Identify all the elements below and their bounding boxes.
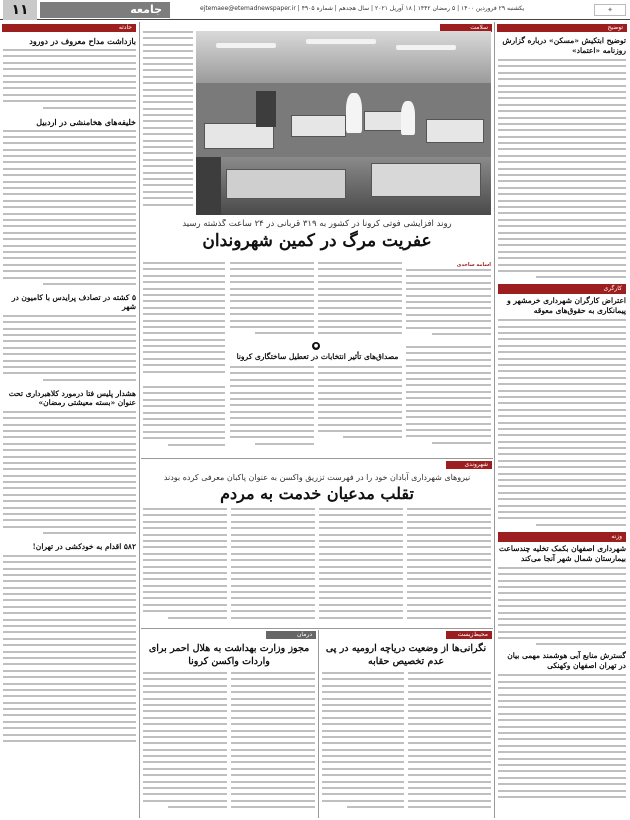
label-health: سلامت (440, 24, 492, 32)
label-environment: محیط‌زیست (446, 631, 492, 639)
lead-body-col-3 (230, 262, 314, 342)
right-headline-4: گسترش منابع آبی هوشمند مهمی بیان در تهران اصفهان وکهنکی (507, 651, 626, 671)
right-headline-3: شهرداری اصفهان بکمک تخلیه چندساعت بیمارستان شمال شهر آنجا می‌کند (499, 543, 626, 563)
lead-heading-block (143, 219, 491, 259)
middle-kicker: نیروهای شهرداری آبادان خود را در فهرست تزریق واکسن به عنوان پاکبان معرفی کرده بودند (163, 473, 471, 482)
hospital-ward-photo (196, 31, 491, 215)
label-civic: شهروندی (446, 461, 492, 469)
column-divider (318, 630, 319, 818)
right-column (498, 34, 626, 814)
right-body-3 (498, 567, 626, 646)
label-incident: حادثه (2, 24, 136, 32)
middle-body-col-4 (143, 508, 227, 626)
left-column (3, 34, 136, 814)
lead-body-left (143, 31, 193, 219)
section-divider (141, 458, 493, 459)
lead-body-col-3b (230, 366, 314, 454)
right-headline-1: توضیح ابتکیش «مسکن» درباره گزارش روزنامه «اعتماد» (502, 36, 626, 55)
label-urban: کارگری (498, 284, 626, 294)
column-divider (139, 22, 140, 818)
lead-body-col-1b (406, 346, 491, 454)
lead-body-col-1 (406, 262, 491, 342)
label-correction: وزنه (498, 532, 626, 542)
lead-headline: عفریت مرگ در کمین شهروندان (202, 231, 432, 251)
left-headline-2: خلیفه‌های هخامنشی در اردبیل (36, 116, 136, 127)
bottom-right-body-1 (408, 672, 491, 814)
lead-kicker: روند افزایشی فوتی کرونا در کشور به ۳۱۹ قربانی در ۲۴ ساعت گذشته رسید (182, 219, 452, 229)
left-headline-4: هشدار پلیس فتا درمورد کلاهبرداری تحت عنوان «بسته معیشتی رمضان» (8, 388, 136, 408)
middle-headline: تقلب مدعیان خدمت به مردم (220, 484, 414, 503)
section-title: جامعه (40, 2, 170, 18)
subhead-bullet-icon: ● (313, 343, 319, 349)
left-body-1 (3, 49, 136, 109)
middle-body-col-1 (407, 508, 491, 626)
section-divider (141, 628, 493, 629)
label-urban-right: توضیح (497, 24, 627, 32)
bottom-left-body-2 (143, 672, 227, 814)
issue-meta: ejtemaee@etemadnewspaper.ir | یکشنبه ۲۹ فروردین ۱۴۰۰ | ۵ رمضان ۱۴۴۲ | ۱۸ آوریل ۲۰۲۱ | سال هجدهم | شماره ۴۹۰۵ (200, 5, 525, 12)
left-headline-3: ۵ کشته در تصادف پرایدس با کامیون در شهر (11, 292, 136, 312)
middle-body-col-3 (231, 508, 315, 626)
left-body-3 (3, 315, 136, 381)
left-body-2 (3, 130, 136, 285)
lead-body-col-4 (143, 262, 225, 382)
left-headline-5: ۵۸۲ اقدام به خودکشی در تهران! (32, 542, 136, 552)
right-body-4 (498, 674, 626, 797)
left-body-5 (3, 555, 136, 742)
right-headline-2: اعتراض کارگران شهرداری خرمشهر و پیمانکاری به حقوق‌های معوقه (507, 296, 626, 316)
page-number: ۱۱ (3, 0, 37, 20)
lead-body-col-4b (143, 386, 225, 454)
bottom-right-headline: نگرانی‌ها از وضعیت دریاچه ارومیه در پی عدم تخصیص حقابه (325, 643, 487, 667)
label-medicine: درمان (266, 631, 316, 639)
newspaper-logo-icon: ✦ (594, 4, 626, 16)
left-body-4 (3, 411, 136, 534)
right-body-2 (498, 319, 626, 526)
bottom-left-body-1 (231, 672, 315, 814)
bottom-right-body-2 (322, 672, 404, 814)
lead-body-col-2b (318, 366, 402, 454)
lead-subhead: مصداق‌های تأثیر انتخابات در تعطیل ساختگاری کرونا (236, 352, 399, 361)
bottom-left-headline: مجوز وزارت بهداشت به هلال احمر برای واردات واکسن کرونا (148, 643, 310, 667)
lead-body-col-2 (318, 262, 402, 342)
lead-byline: اسامه ساجدی (456, 262, 491, 268)
left-headline-1: بازداشت مداح معروف در دورود (29, 36, 136, 46)
page-header (0, 0, 630, 20)
right-body-1 (498, 59, 626, 278)
middle-body-col-2 (319, 508, 403, 626)
column-divider (494, 22, 495, 818)
